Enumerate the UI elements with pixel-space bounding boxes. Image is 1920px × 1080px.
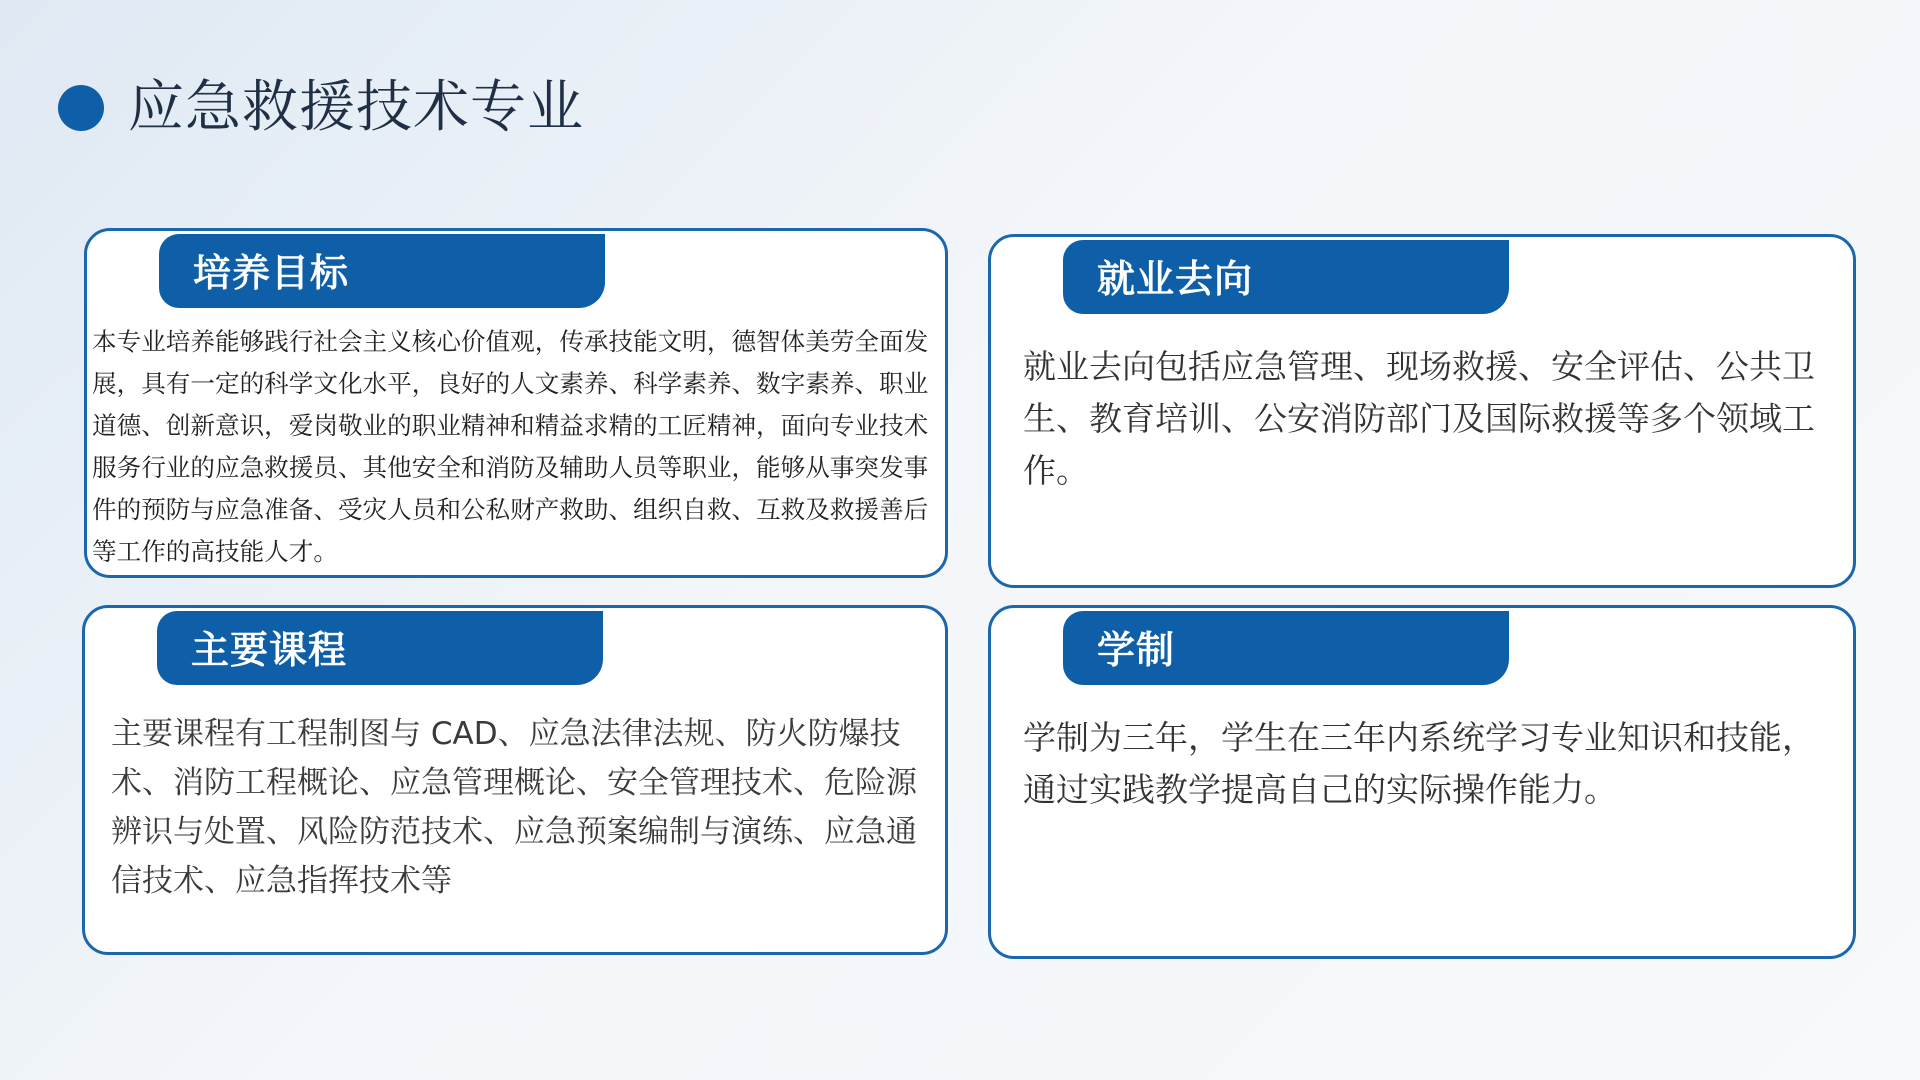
- card-tab-career-direction: [1063, 240, 1509, 314]
- title-bullet-dot: [58, 85, 104, 131]
- card-tab-training-goal: [159, 234, 605, 308]
- card-title-study-duration: 学制: [1097, 628, 1176, 672]
- page-title: 应急救援技术专业: [128, 75, 584, 140]
- card-tab-study-duration: [1063, 611, 1509, 685]
- card-body-main-courses: 主要课程有工程制图与 CAD、应急法律法规、防火防爆技术、消防工程概论、应急管理概论、安全管理技术、危险源辨识与处置、风险防范技术、应急预案编制与演练、应急通信技术、应急指挥技术等: [111, 716, 917, 899]
- card-title-main-courses: 主要课程: [191, 628, 348, 672]
- card-training-goal: [84, 228, 948, 578]
- card-study-duration: [988, 605, 1856, 959]
- card-tab-main-courses: [157, 611, 603, 685]
- card-body-training-goal: 本专业培养能够践行社会主义核心价值观，传承技能文明，德智体美劳全面发展，具有一定的科学文化水平，良好的人文素养、科学素养、数字素养、职业道德、创新意识，爱岗敬业的职业精神和精益求精的工匠精神，面向专业技术服务行业的应急救援员、其他安全和消防及辅助人员等职业，能够从事突发事件的预防与应急准备、受灾人员和公私财产救助、组织自救、互救及救援善后等工作的高技能人才。: [92, 327, 929, 566]
- card-title-career-direction: 就业去向: [1097, 257, 1254, 301]
- card-title-training-goal: 培养目标: [193, 251, 350, 295]
- card-body-study-duration: 学制为三年，学生在三年内系统学习专业知识和技能，通过实践教学提高自己的实际操作能力。: [1023, 718, 1815, 809]
- card-body-career-direction: 就业去向包括应急管理、现场救援、安全评估、公共卫生、教育培训、公安消防部门及国际救援等多个领域工作。: [1023, 347, 1815, 490]
- card-main-courses: [82, 605, 948, 955]
- card-career-direction: [988, 234, 1856, 588]
